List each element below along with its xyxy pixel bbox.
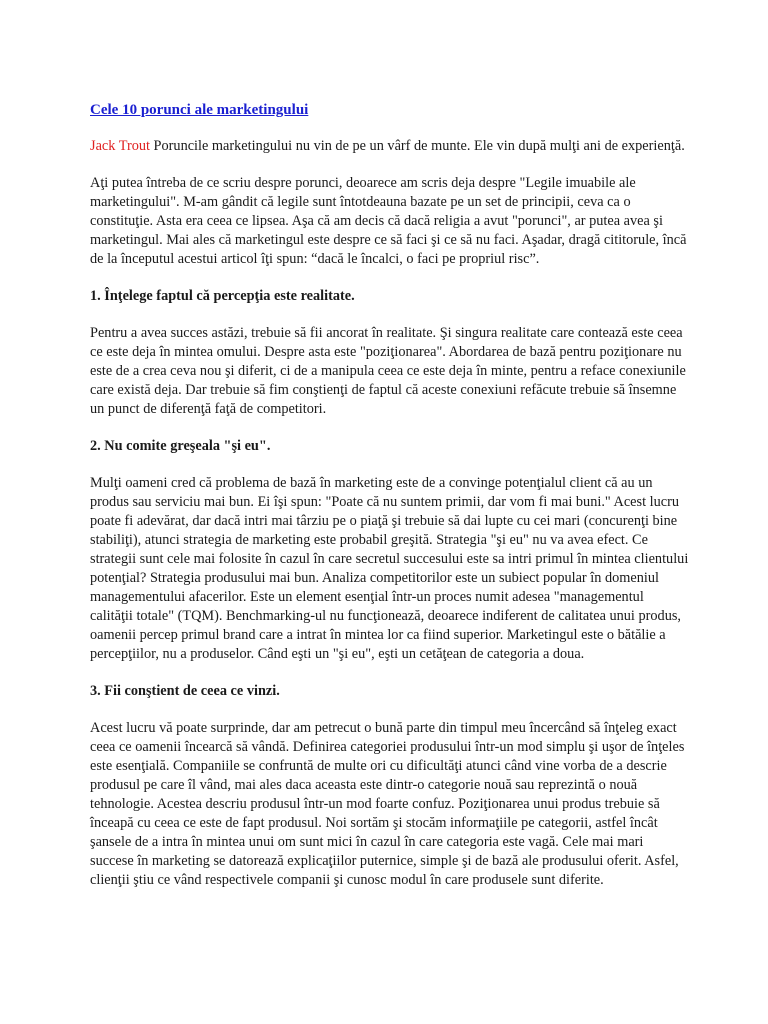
section-heading-3: 3. Fii conştient de ceea ce vinzi. (90, 683, 280, 699)
intro-text: Poruncile marketingului nu vin de pe un vârf de munte. Ele vin după mulţi ani de experienţă. (149, 138, 685, 154)
section-body-2: Mulţi oameni cred că problema de bază în marketing este de a convinge potenţialul client că au un produs sau serviciu mai bun. Ei îşi spun: "Poate că nu suntem primii, dar vom fi mai buni." Acest lucru poate fi adevărat, dar dacă intri mai târziu pe o piaţă şi trebuie să dai lupte cu cei mari (concurenţi bine stabiliţi), atunci strategia de marketing este probabil greşită. Strategia "şi eu" nu va avea efect. Ce strategii sunt cele mai folosite în cazul în care secretul succesului este sa intri primul în mintea clientului potenţial? Strategia produsului mai bun. Analiza competitorilor este un subiect popular în domeniul managementului afacerilor. Este un element esenţial într-un proces numit adesea "managementul calităţii totale" (TQM). Benchmarking-ul nu funcţionează, deoarece indiferent de calitatea unui produs, oamenii percep primul brand care a intrat în mintea lor ca fiind superior. Marketingul este o bătălie a percepţiilor, nu a produselor. Când eşti un "şi eu", eşti un cetăţean de categoria a doua. (90, 475, 689, 662)
document-title-link[interactable]: Cele 10 porunci ale marketingului (90, 102, 309, 118)
section-heading-1: 1. Înţelege faptul că percepţia este realitate. (90, 288, 355, 304)
section-heading-2: 2. Nu comite greşeala "şi eu". (90, 438, 271, 454)
author-name: Jack Trout (90, 138, 150, 154)
section-body-1: Pentru a avea succes astăzi, trebuie să fii ancorat în realitate. Şi singura realitate care contează este ceea ce este deja în mintea omului. Despre asta este "poziţionarea". Abordarea de bază pentru poziţionare nu este de a crea ceva nou şi diferit, ci de a manipula ceea ce este deja în minte, pentru a reface conexiunile care există deja. Dar trebuie să fim conştienţi de faptul că aceste conexiuni refăcute trebuie să însemne un punct de diferenţă faţă de competitori. (90, 325, 686, 417)
intro-paragraph: Aţi putea întreba de ce scriu despre porunci, deoarece am scris deja despre "Legile imuabile ale marketingului". M-am gândit că legile sunt întotdeauna bazate pe un set de principii, ceva ca o constituţie. Asta era ceea ce lipsea. Aşa că am decis că dacă religia a avut "porunci", ar putea avea şi marketingul. Mai ales că marketingul este despre ce să faci şi ce să nu faci. Aşadar, dragă cititorule, încă de la începutul acestui articol îţi spun: “dacă le încalci, o faci pe propriul risc”. (90, 175, 687, 267)
intro-line (90, 137, 690, 156)
section-body-3: Acest lucru vă poate surprinde, dar am petrecut o bună parte din timpul meu încercând să înţeleg exact ceea ce oamenii încearcă să vândă. Definirea categoriei produsului într-un mod simplu şi uşor de înţeles este esenţială. Companiile se confruntă de multe ori cu dificultăţi atunci când vine vorba de a descrie produsul pe care îl vând, mai ales daca aceasta este dintr-o categorie nouă sau reprezintă o nouă tehnologie. Acestea descriu produsul într-un mod foarte confuz. Poziţionarea unui produs trebuie să înceapă cu ceea ce este de fapt produsul. Noi sortăm şi stocăm informaţiile pe categorii, astfel încât şansele de a intra în mintea unui om sunt mici în cazul în care categoria este vagă. Cele mai mari succese în marketing se datorează explicaţiilor puternice, simple şi de bază ale produsului oferit. Asfel, clienţii ştiu ce vând respectivele companii şi cunosc modul în care produsele sunt diferite. (90, 720, 685, 888)
document-page (90, 100, 690, 908)
